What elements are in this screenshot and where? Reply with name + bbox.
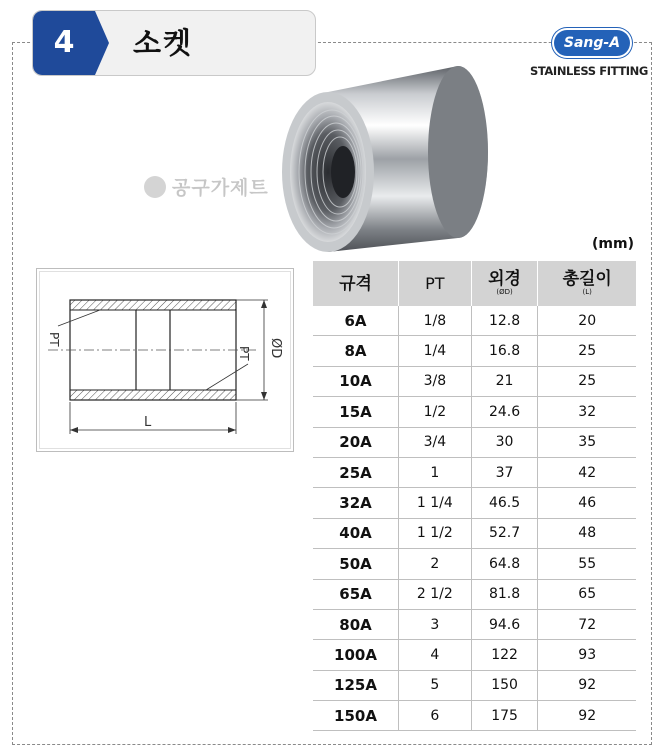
spec-table xyxy=(313,261,636,731)
header-pt: PT xyxy=(399,261,472,306)
cell-total-length: 25 xyxy=(538,366,636,396)
brand-logo: Sang-A xyxy=(554,30,630,56)
cell-total-length: 46 xyxy=(538,488,636,518)
cell-pt: 1 1/2 xyxy=(399,518,472,548)
cell-pt: 5 xyxy=(399,670,472,700)
drawing-label-length: L xyxy=(144,415,152,430)
unit-label: (mm) xyxy=(592,236,634,252)
cell-size: 150A xyxy=(313,701,399,731)
cell-size: 15A xyxy=(313,397,399,427)
table-row xyxy=(313,336,636,366)
cell-outer-diameter: 24.6 xyxy=(471,397,538,427)
table-row xyxy=(313,306,636,336)
cell-pt: 1/4 xyxy=(399,336,472,366)
cell-total-length: 72 xyxy=(538,609,636,639)
cell-total-length: 25 xyxy=(538,336,636,366)
table-row xyxy=(313,670,636,700)
cell-size: 32A xyxy=(313,488,399,518)
cell-pt: 3/8 xyxy=(399,366,472,396)
cell-size: 6A xyxy=(313,306,399,336)
cell-total-length: 93 xyxy=(538,640,636,670)
table-header-row xyxy=(313,261,636,306)
header-size: 규격 xyxy=(313,261,399,306)
cell-size: 40A xyxy=(313,518,399,548)
cell-size: 65A xyxy=(313,579,399,609)
cell-size: 25A xyxy=(313,457,399,487)
cell-pt: 3/4 xyxy=(399,427,472,457)
cell-total-length: 92 xyxy=(538,670,636,700)
brand-subtitle: STAINLESS FITTING xyxy=(530,64,648,78)
cell-outer-diameter: 175 xyxy=(471,701,538,731)
cell-pt: 1/2 xyxy=(399,397,472,427)
cell-total-length: 92 xyxy=(538,701,636,731)
cell-outer-diameter: 30 xyxy=(471,427,538,457)
table-row xyxy=(313,366,636,396)
cell-pt: 6 xyxy=(399,701,472,731)
cell-total-length: 32 xyxy=(538,397,636,427)
cell-pt: 1 xyxy=(399,457,472,487)
cell-pt: 3 xyxy=(399,609,472,639)
cell-size: 20A xyxy=(313,427,399,457)
cell-size: 125A xyxy=(313,670,399,700)
cell-pt: 1/8 xyxy=(399,306,472,336)
drawing-label-pt-left: PT xyxy=(47,332,61,347)
cell-total-length: 20 xyxy=(538,306,636,336)
cell-outer-diameter: 81.8 xyxy=(471,579,538,609)
cell-pt: 2 1/2 xyxy=(399,579,472,609)
table-row xyxy=(313,609,636,639)
cell-total-length: 42 xyxy=(538,457,636,487)
header-total-length: 총길이 (L) xyxy=(538,261,636,306)
table-row xyxy=(313,488,636,518)
cell-size: 50A xyxy=(313,549,399,579)
cell-outer-diameter: 46.5 xyxy=(471,488,538,518)
cell-size: 8A xyxy=(313,336,399,366)
section-number: 4 xyxy=(33,11,95,75)
cell-outer-diameter: 150 xyxy=(471,670,538,700)
page-title: 소켓 xyxy=(133,26,194,60)
cell-total-length: 48 xyxy=(538,518,636,548)
product-photo xyxy=(268,52,508,260)
table-row xyxy=(313,427,636,457)
cell-outer-diameter: 37 xyxy=(471,457,538,487)
table-row xyxy=(313,397,636,427)
cell-outer-diameter: 21 xyxy=(471,366,538,396)
cell-outer-diameter: 12.8 xyxy=(471,306,538,336)
cell-outer-diameter: 122 xyxy=(471,640,538,670)
table-row xyxy=(313,518,636,548)
cell-pt: 2 xyxy=(399,549,472,579)
table-row xyxy=(313,457,636,487)
cell-total-length: 65 xyxy=(538,579,636,609)
drawing-label-pt-right: PT xyxy=(237,346,251,361)
cell-size: 10A xyxy=(313,366,399,396)
cell-outer-diameter: 16.8 xyxy=(471,336,538,366)
table-row xyxy=(313,579,636,609)
cell-pt: 1 1/4 xyxy=(399,488,472,518)
technical-drawing xyxy=(36,268,294,452)
cell-pt: 4 xyxy=(399,640,472,670)
drawing-label-od: ØD xyxy=(268,338,283,359)
table-row xyxy=(313,701,636,731)
cell-outer-diameter: 64.8 xyxy=(471,549,538,579)
header-outer-diameter: 외경 (ØD) xyxy=(471,261,538,306)
cell-total-length: 35 xyxy=(538,427,636,457)
cell-size: 80A xyxy=(313,609,399,639)
cell-outer-diameter: 52.7 xyxy=(471,518,538,548)
table-row xyxy=(313,549,636,579)
table-row xyxy=(313,640,636,670)
watermark-icon xyxy=(144,176,166,198)
cell-total-length: 55 xyxy=(538,549,636,579)
cell-size: 100A xyxy=(313,640,399,670)
watermark-text: 공구가제트 xyxy=(172,177,269,199)
cell-outer-diameter: 94.6 xyxy=(471,609,538,639)
